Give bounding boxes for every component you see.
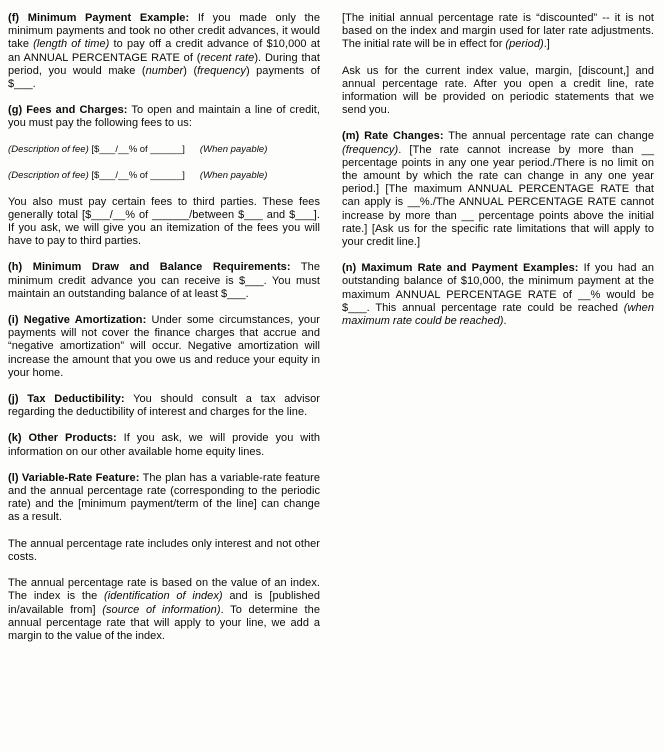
body-text: If you made only the minimum payments and took no other credit advances, it would take (8, 12, 320, 51)
body-text: [$___/__% of ______] (88, 169, 200, 181)
column-left (8, 12, 320, 745)
placeholder-text: frequency (197, 64, 246, 77)
section-heading: (m) Rate Changes: (342, 130, 444, 143)
placeholder-text: (When payable) (199, 169, 268, 181)
paragraph-f-minimum-payment-example (8, 12, 320, 91)
body-text: . (503, 315, 507, 328)
paragraph-g-fees-and-charges (8, 104, 320, 130)
placeholder-text: (Description of fee) (8, 169, 89, 181)
paragraph-fee-line-2 (8, 170, 320, 182)
body-text: Ask us for the current index value, margin, [discount,] and annual percentage rate. After you open a credit line, rate information will be provided on periodic statements that we send you. (342, 64, 654, 117)
paragraph-h-minimum-draw-and-balance-requirements (8, 261, 320, 301)
placeholder-text: (period) (505, 38, 544, 51)
paragraph-ask-for-current-index (342, 65, 654, 118)
body-text: The annual percentage rate can change (443, 130, 654, 143)
paragraph-l-variable-rate-feature (8, 472, 320, 525)
paragraph-apr-includes-only-interest (8, 538, 320, 564)
body-text: . To determine the annual percentage rate that will apply to your line, we add a margin to the value of the index. (8, 603, 320, 642)
paragraph-initial-rate-discounted (342, 12, 654, 52)
paragraph-fee-line-1 (8, 144, 320, 156)
body-text: [The initial annual percentage rate is “discounted” -- it is not based on the index and margin used for later rate adjustments. The initial rate will be in effect for (342, 12, 654, 51)
body-text: Under some circumstances, your payments will not cover the finance charges that accrue and “negative amortization” will occur. Negative amortization will increase the amount that you owe us and reduce your equity in your home. (8, 314, 320, 379)
body-text: ). During that period, you would make ( (8, 51, 320, 77)
body-text: You should consult a tax advisor regarding the deductibility of interest and charges for the line. (8, 393, 320, 419)
section-heading: (l) Variable-Rate Feature: (8, 471, 140, 484)
body-text: The annual percentage rate includes only interest and not other costs. (8, 537, 320, 563)
section-heading: (j) Tax Deductibility: (8, 393, 125, 406)
section-heading: (i) Negative Amortization: (8, 314, 147, 327)
paragraph-k-other-products (8, 432, 320, 458)
placeholder-text: number (145, 64, 184, 77)
placeholder-text: (length of time) (33, 38, 110, 51)
body-text: If you ask, we will provide you with information on our other available home equity lines. (8, 432, 321, 458)
body-text: and is [published in/available from] (8, 590, 320, 616)
body-text: . [The rate cannot increase by more than __ percentage points in any one year period./There is no limit on the amount by which the rate can change in any one year period.] [The maximum ANNUAL PERCENTAGE RATE that can apply is __%./The ANNUAL PERCENTAGE RATE cannot increase by more than __ percentage points above the initial rate.] [Ask us for the specific rate limitations that will apply to your credit line.] (342, 143, 654, 249)
body-text: If you had an outstanding balance of $10,000, the minimum payment at the maximum ANNUAL PERCENTAGE RATE of __% would be $___. This annual percentage rate could be reached (342, 262, 655, 314)
section-heading: (g) Fees and Charges: (8, 104, 128, 117)
body-text: to pay off a credit advance of $10,000 at an ANNUAL PERCENTAGE RATE of ( (8, 38, 320, 64)
placeholder-text: recent rate (200, 51, 255, 64)
column-right (342, 12, 654, 745)
section-heading: (k) Other Products: (8, 432, 117, 445)
placeholder-text: (source of information) (102, 603, 221, 616)
placeholder-text: (frequency) (342, 143, 399, 156)
paragraph-i-negative-amortization (8, 314, 320, 380)
section-heading: (f) Minimum Payment Example: (8, 12, 190, 24)
body-text: [$___/__% of ______] (88, 143, 200, 155)
body-text: The minimum credit advance you can receive is $___. You must maintain an outstanding balance of at least $___. (8, 261, 320, 300)
paragraph-third-party-fees (8, 196, 320, 249)
section-heading: (h) Minimum Draw and Balance Requirements: (8, 261, 291, 274)
section-heading: (n) Maximum Rate and Payment Examples: (342, 262, 579, 275)
paragraph-m-rate-changes (342, 130, 654, 249)
body-text: ) ( (183, 64, 198, 77)
paragraph-n-maximum-rate-and-payment-examples (342, 262, 654, 328)
placeholder-text: (Description of fee) (8, 143, 89, 155)
body-text: .] (543, 38, 550, 51)
paragraph-j-tax-deductibility (8, 393, 320, 419)
placeholder-text: (when maximum rate could be reached) (342, 301, 654, 328)
paragraph-apr-based-on-index (8, 577, 320, 643)
placeholder-text: (identification of index) (104, 590, 223, 603)
body-text: The annual percentage rate is based on the value of an index. The index is the (8, 577, 320, 603)
placeholder-text: (When payable) (199, 143, 268, 155)
body-text: To open and maintain a line of credit, you must pay the following fees to us: (8, 104, 320, 130)
body-text: The plan has a variable-rate feature and the annual percentage rate (corresponding to the periodic rate) and the [minimum payment/term of the line] can change as a result. (8, 471, 321, 524)
body-text: ) payments of $___. (8, 64, 320, 91)
body-text: You also must pay certain fees to third parties. These fees generally total [$___/__% of ______/between $___ and $___]. If you ask, we will give you an itemization of the fees you will have to pay to third parties. (8, 195, 320, 248)
